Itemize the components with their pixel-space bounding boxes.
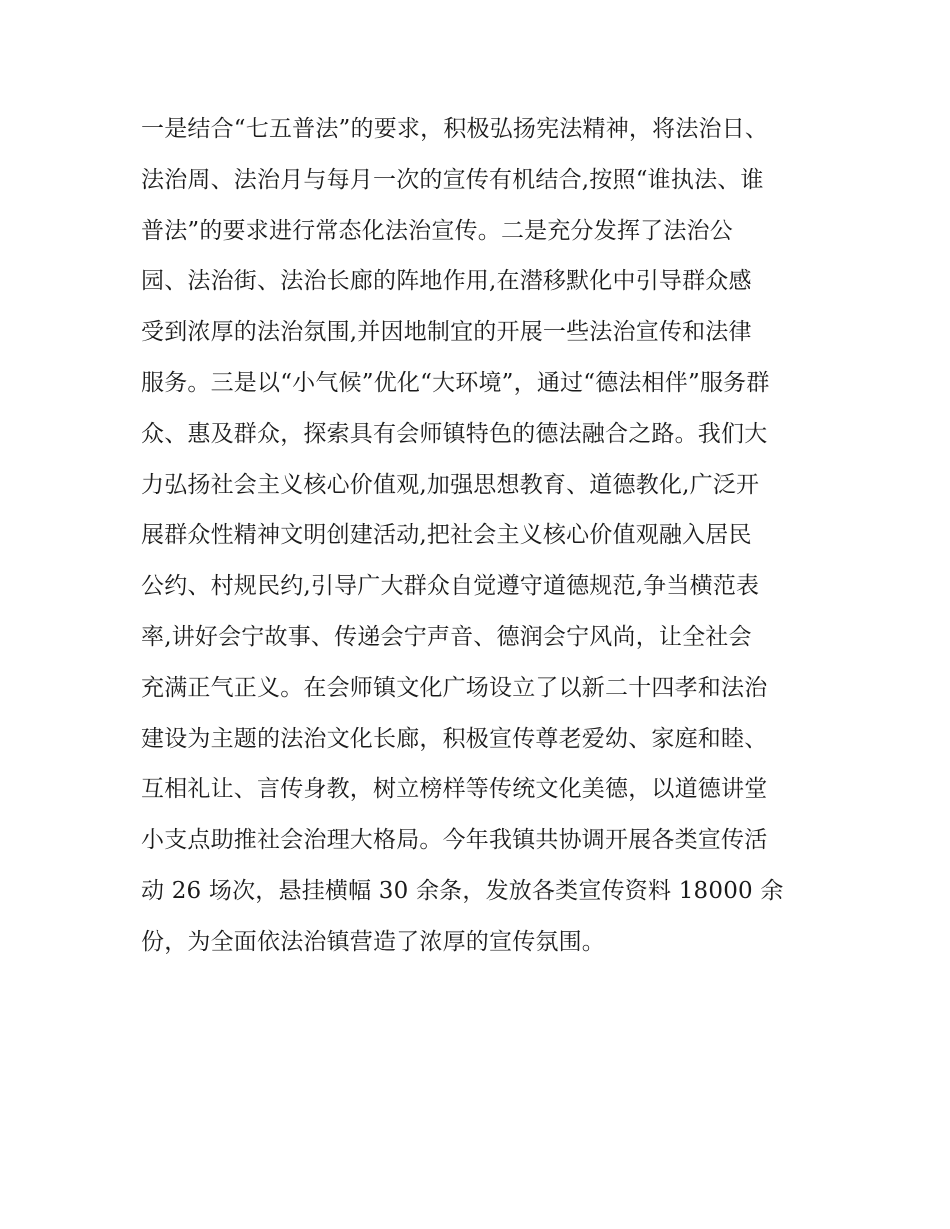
text-line: 普法”的要求进行常态化法治宣传。二是充分发挥了法治公: [141, 217, 733, 244]
text-line: 小支点助推社会治理大格局。今年我镇共协调开展各类宣传活: [141, 827, 768, 854]
text-line: 力弘扬社会主义核心价值观,加强思想教育、道德教化,广泛开: [141, 471, 760, 498]
text-line: 法治周、法治月与每月一次的宣传有机结合,按照“谁执法、谁: [141, 166, 764, 193]
text-line: 公约、村规民约,引导广大群众自觉遵守道德规范,争当横范表: [141, 573, 760, 600]
text-line: 份，为全面依法治镇营造了浓厚的宣传氛围。: [141, 928, 605, 955]
text-line: 展群众性精神文明创建活动,把社会主义核心价值观融入居民: [141, 522, 752, 549]
text-line: 建设为主题的法治文化长廊，积极宣传尊老爱幼、家庭和睦、: [141, 725, 768, 752]
text-line: 互相礼让、言传身教，树立榜样等传统文化美德，以道德讲堂: [141, 776, 768, 803]
body-paragraph: [141, 104, 821, 968]
text-line: 一是结合“七五普法”的要求，积极弘扬宪法精神，将法治日、: [141, 116, 769, 142]
text-line: 服务。三是以“小气候”优化“大环境”，通过“德法相伴”服务群: [141, 369, 770, 396]
text-line: 充满正气正义。在会师镇文化广场设立了以新二十四孝和法治: [141, 674, 768, 701]
text-line: 园、法治街、法治长廊的阵地作用,在潜移默化中引导群众感: [141, 268, 752, 295]
text-line: 动 26 场次，悬挂横幅 30 余条，发放各类宣传资料 18000 余: [141, 877, 784, 904]
text-line: 受到浓厚的法治氛围,并因地制宜的开展一些法治宣传和法律: [141, 319, 752, 346]
text-line: 众、惠及群众，探索具有会师镇特色的德法融合之路。我们大: [141, 420, 768, 447]
text-line: 率,讲好会宁故事、传递会宁声音、德润会宁风尚，让全社会: [141, 623, 752, 650]
